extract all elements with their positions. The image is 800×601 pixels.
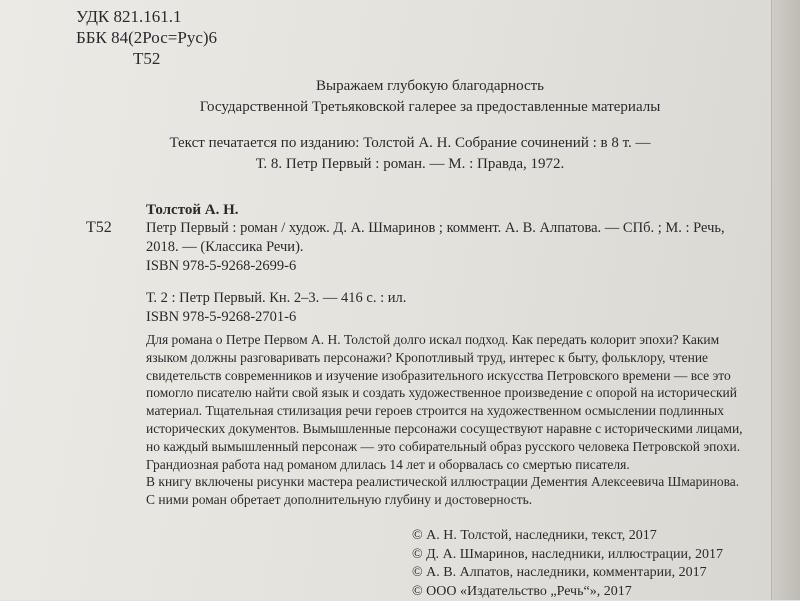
- volume-entry-line: Т. 2 : Петр Первый. Кн. 2–3. — 416 с. : ил.: [146, 290, 407, 306]
- annotation-line: исторических документов. Вымышленные персонажи сосуществуют наравне с историческими лицами,: [146, 420, 743, 436]
- copyright-line: © Д. А. Шмаринов, наследники, иллюстрации, 2017: [412, 546, 723, 562]
- page-edge: [771, 0, 800, 600]
- annotation-line: В книгу включены рисунки мастера реалистической иллюстрации Дементия Алексеевича Шмаринова.: [146, 474, 740, 490]
- annotation-line: С ними роман обретает дополнительную глубину и достоверность.: [146, 492, 533, 508]
- catalog-entry-line: 2018. — (Классика Речи).: [146, 239, 304, 255]
- annotation-line: Для романа о Петре Первом А. Н. Толстой долго искал подход. Как передать колорит эпохи? Каким: [146, 332, 720, 347]
- annotation-line: Грандиозная работа над романом длилась 14 лет и оборвалась со смертью писателя.: [146, 456, 630, 472]
- catalog-entry-line: Петр Первый : роман / худож. Д. А. Шмаринов ; коммент. А. В. Алпатова. — СПб. ; М. : Речь,: [146, 220, 725, 236]
- annotation-line: материал. Тщательная стилизация речи героев строится на художественном осмыслении подлинных: [146, 403, 724, 419]
- catalog-author: Толстой А. Н.: [146, 202, 239, 218]
- copyright-line: © А. Н. Толстой, наследники, текст, 2017: [412, 528, 657, 543]
- catalog-code: Т52: [86, 219, 112, 236]
- catalog-entry: [146, 219, 725, 276]
- acknowledgement: [160, 76, 700, 118]
- volume-entry: [146, 289, 406, 327]
- catalog-isbn: ISBN 978-5-9268-2699-6: [146, 258, 297, 274]
- udk-code: УДК 821.161.1: [76, 7, 182, 26]
- source-note-line: Текст печатается по изданию: Толстой А. Н. Собрание сочинений : в 8 т. —: [169, 135, 651, 151]
- source-edition-note: [160, 133, 660, 175]
- bbk-code: ББК 84(2Рос=Рус)6: [76, 28, 218, 47]
- annotation: [146, 331, 743, 509]
- annotation-line: языком должны разговаривать персонажи? Кропотливый труд, интерес к быту, фольклору, чтение: [146, 349, 709, 365]
- volume-isbn: ISBN 978-5-9268-2701-6: [146, 309, 297, 325]
- author-mark: Т52: [133, 49, 161, 68]
- annotation-line: свидетельств современников и изучение изобразительного искусства Петровского времени — все это: [146, 367, 731, 383]
- source-note-line: Т. 8. Петр Первый : роман. — М. : Правда, 1972.: [255, 156, 565, 172]
- copyright-line: © А. В. Алпатов, наследники, комментарии, 2017: [412, 565, 707, 581]
- copyright-line: © ООО «Издательство „Речь“», 2017: [412, 583, 632, 599]
- copyright-block: [412, 527, 723, 601]
- acknowledgement-line: Выражаем глубокую благодарность: [316, 78, 544, 94]
- annotation-line: но каждый вымышленный персонаж — это собирательный образ русского человека Петровской эпохи.: [146, 438, 741, 454]
- annotation-line: помогло писателю найти свой язык и создать художественное произведение с опорой на исторический: [146, 385, 737, 401]
- acknowledgement-line: Государственной Третьяковской галерее за предоставленные материалы: [199, 99, 661, 115]
